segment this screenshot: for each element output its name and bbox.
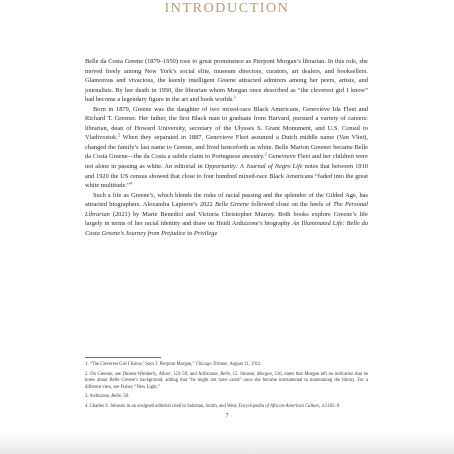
footnote-marker: 2 — [117, 132, 120, 138]
text-run: , 58. — [120, 394, 130, 400]
text-run: , August 11, 1912. — [227, 362, 262, 367]
text-run: Genevieve Fleet and her children were not alone in passing as white. An editorial in — [85, 153, 368, 171]
paragraph — [85, 191, 368, 239]
text-run: 4. Charles S. Johnson in an unsigned editorial cited in Salzman, Smith, and West, — [85, 404, 239, 410]
italic-title: Allure — [158, 371, 171, 377]
body-text — [85, 57, 368, 238]
text-run: , 123–59, and Ardizzone, — [170, 371, 221, 377]
text-run: , 516, notes that Morgan left no indication that he knew about Belle Greene’s background, adding that “he might not have cared” once she became instrumental to maintaining the library. For a different view, see Fisher, “New Light.” — [85, 371, 369, 390]
text-run: 3. Ardizzone, — [85, 394, 112, 400]
footnote-rule — [85, 357, 161, 358]
italic-title: Belle — [220, 371, 230, 377]
italic-title: Chicago Tribune — [195, 362, 228, 367]
italic-title: Encyclopedia of African-American Culture — [238, 404, 320, 410]
italic-title: Opportunity: A Journal of Negro Life — [204, 163, 303, 171]
footnote — [85, 362, 368, 369]
footnote — [85, 404, 368, 411]
footnote-marker: 4 — [129, 180, 132, 186]
text-run: Such a life as Greene’s, which blends the risks of racial passing and the splendor of the Gilded Age, has attracted biographers. Alexandra Lapierre’s 2022 — [85, 191, 368, 209]
footnote-marker: 3 — [264, 152, 267, 158]
page-shadow — [0, 432, 454, 454]
page-number: 7 — [225, 413, 229, 419]
text-run: , 15. Strouse, — [229, 371, 257, 377]
text-run: Born in 1879, Greene was the daughter of two mixed-race Black Americans, Genevieve Ida Fleet and Richard T. Greener. Her father, the first Black man to graduate from Harvard, pursued a variety of careers: librarian, dean of Howard University, secretary of the Ulysses S. Grant Monument, and U.S. Consul to Vladivostok. — [85, 105, 368, 142]
footnote — [85, 394, 368, 401]
text-run: When they separated in 1887, Genevieve Fleet assumed a Dutch middle name (Van Vliet), changed the family’s last name to Greene, and lived henceforth as white. Belle Marion Greener became Belle da Costa Greene—the da Costa a subtle claim to Portuguese ancestry. — [85, 134, 368, 161]
italic-title: Belle Greene — [214, 201, 249, 209]
text-run: followed close on the heels of — [248, 201, 334, 209]
paragraph — [85, 57, 368, 105]
text-run: Belle da Costa Greene (1879–1950) rose to great prominence as Pierpont Morgan’s librarian. In this role, she moved freely among New York’s social elite, museum directors, curators, art dealers, and booksellers. Glamorous and vivacious, the keenly intelligent Greene attracted admirers among her peers, artists, and journalists. By her death in 1950, the librarian whom Morgan once described as “the cleverest girl I know” had become a legendary figure in the art and book worlds. — [85, 58, 368, 104]
text-run: notes that between 1910 and 1920 the US census showed that close to four hundred mixed-race Black Americans “faded into the great white multitude.” — [85, 163, 369, 190]
text-run: (2021) by Marie Benedict and Victoria Christopher Murray. Both books explore Greene’s life largely in terms of her racial identity and draw on Heidi Ardizzone’s biography — [85, 210, 368, 228]
italic-title: Morgan — [256, 371, 272, 377]
footnotes — [85, 362, 368, 414]
running-head: INTRODUCTION — [164, 1, 290, 16]
paragraph — [85, 105, 368, 191]
italic-title: Belle — [111, 394, 121, 400]
text-run: , 4:2105–9. — [319, 404, 341, 410]
italic-title: An Illuminated Life: Belle da Costa Greene’s Journey from Prejudice to Privilege — [85, 220, 368, 237]
text-run: 1. “The Cleverest Girl I Know,’ Says J. Pierpont Morgan,” — [85, 362, 196, 367]
text-run: 2. On Greener, see Dineen-Wimberly, — [85, 371, 159, 377]
italic-title: The Personal Librarian — [85, 201, 369, 218]
footnote — [85, 372, 368, 392]
footnote-marker: 1 — [233, 94, 236, 100]
